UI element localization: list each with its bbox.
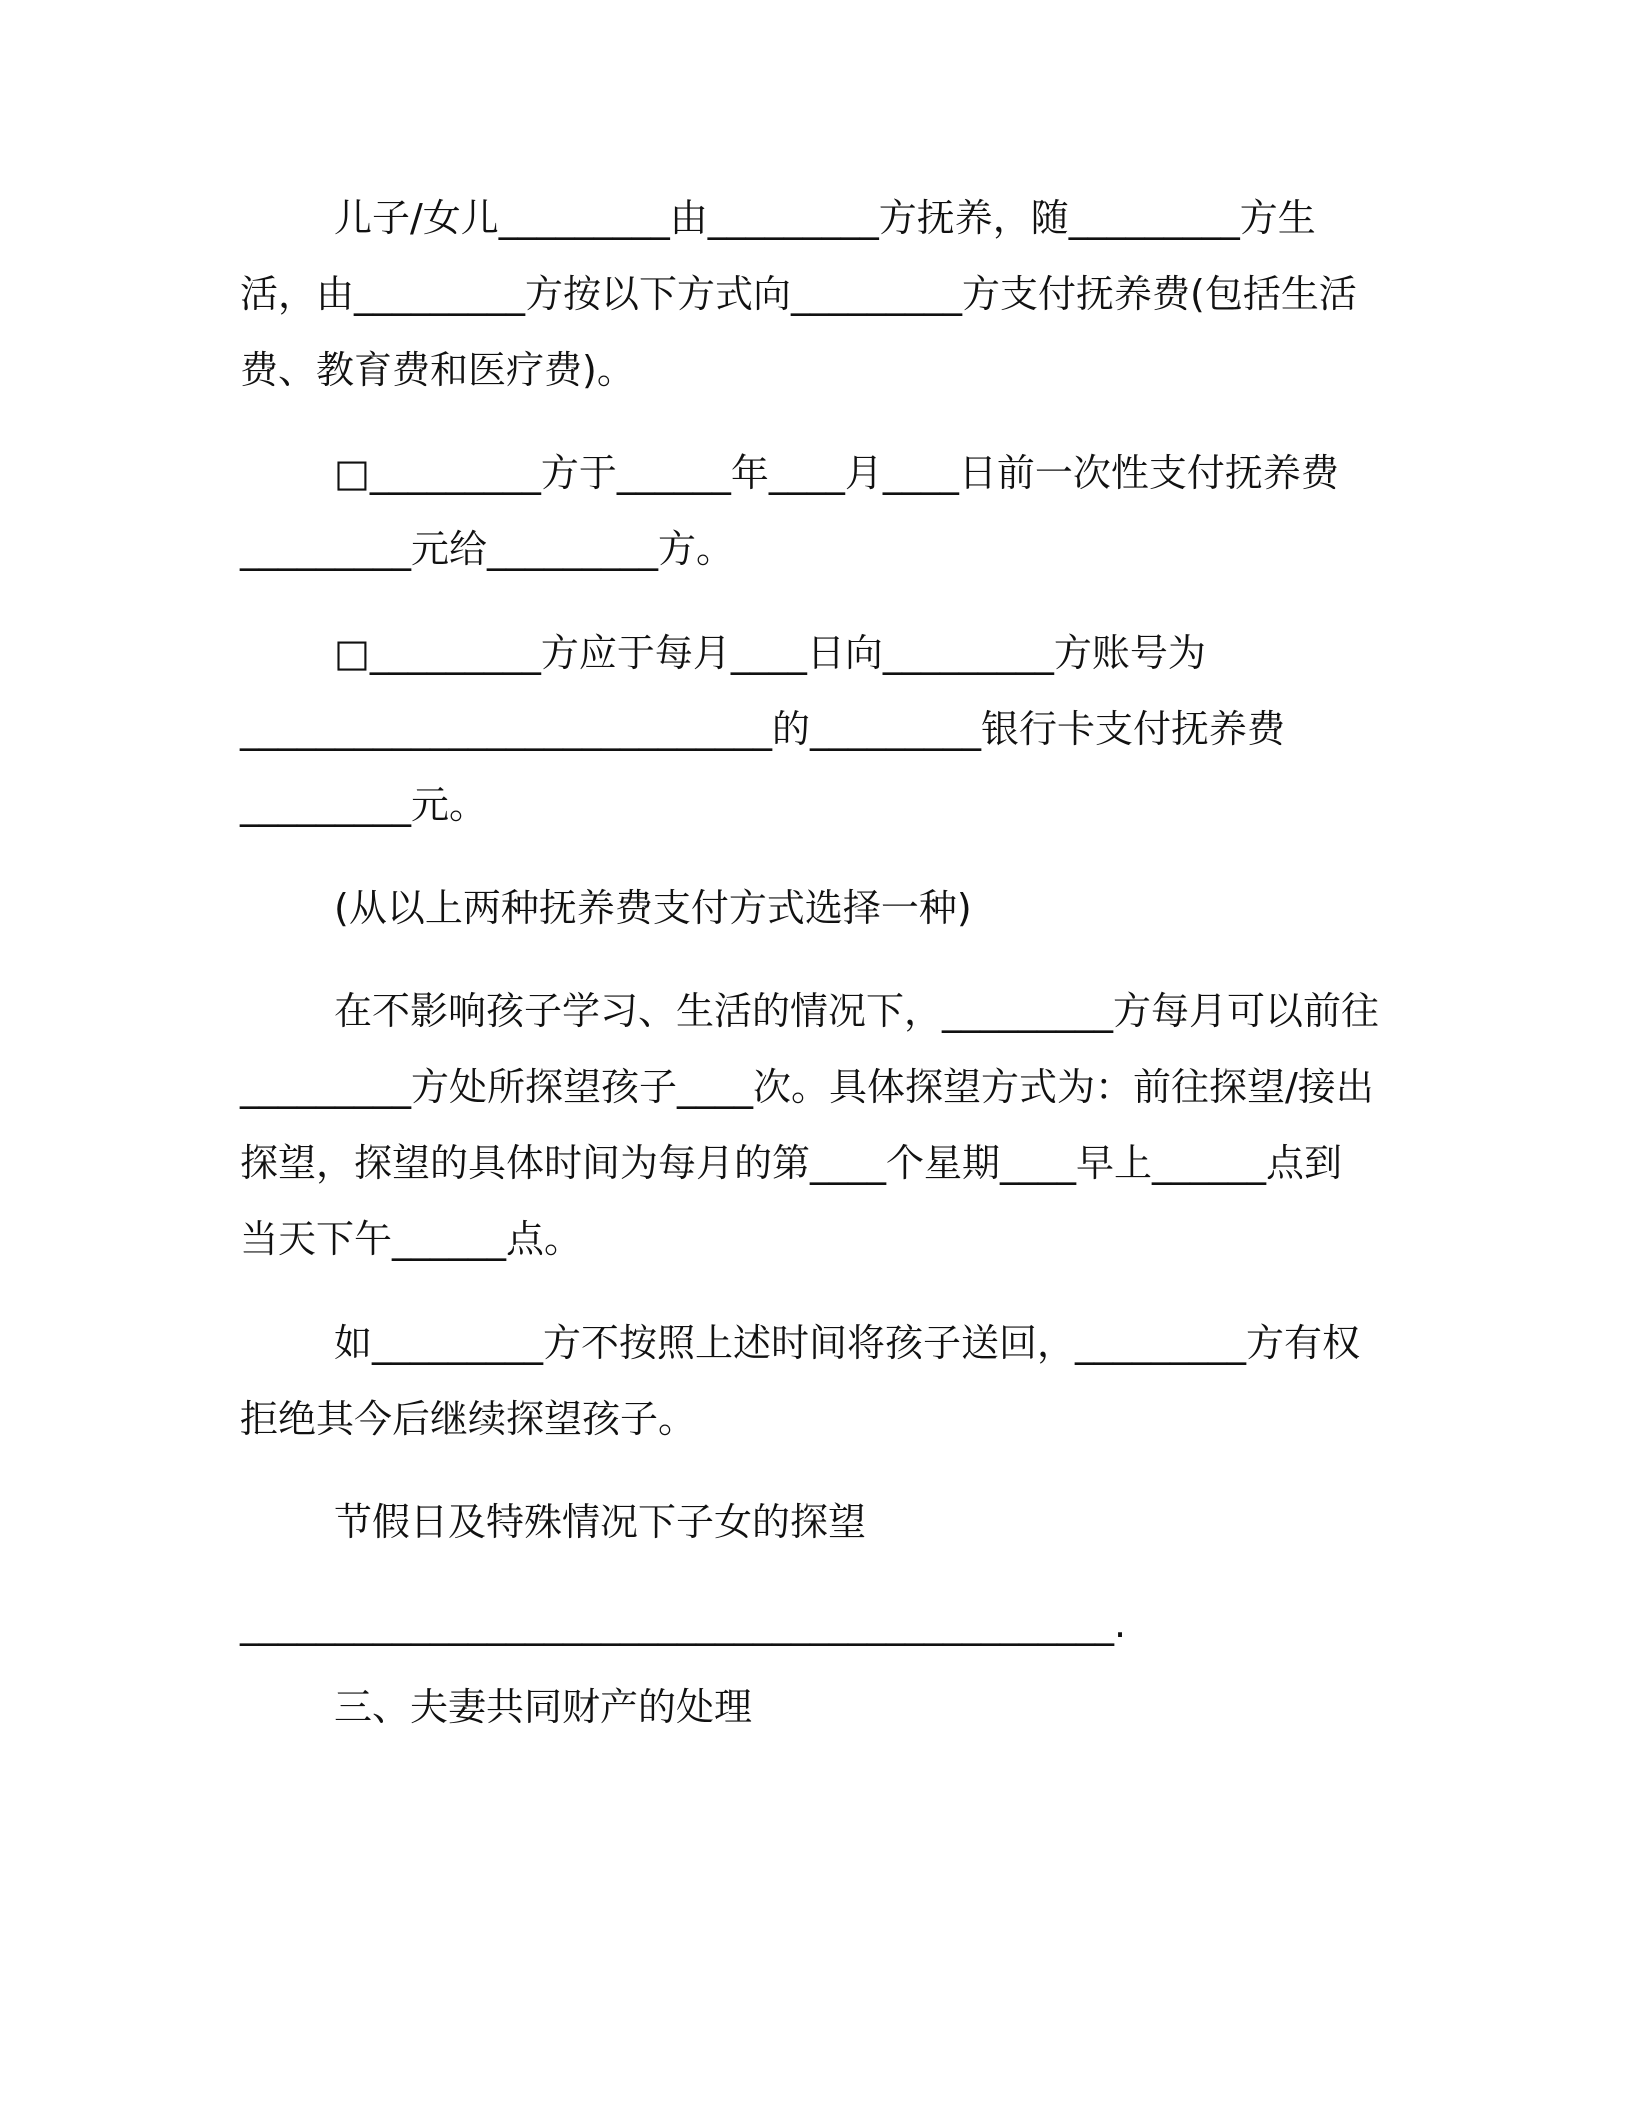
paragraph-monthly-line-3: _________元。 bbox=[240, 783, 488, 827]
paragraph-holiday-blank: ______________________________________________. bbox=[240, 1602, 1127, 1646]
paragraph-lump-sum-line-1: □_________方于______年____月____日前一次性支付抚养费 bbox=[334, 451, 1339, 495]
paragraph-visitation-line-1: 在不影响孩子学习、生活的情况下，_________方每月可以前往 bbox=[334, 989, 1380, 1033]
paragraph-lump-sum-line-2: _________元给_________方。 bbox=[240, 527, 735, 571]
paragraph-visitation-line-2: _________方处所探望孩子____次。具体探望方式为：前往探望/接出 bbox=[240, 1065, 1374, 1109]
paragraph-visitation-line-3: 探望，探望的具体时间为每月的第____个星期____早上______点到 bbox=[240, 1141, 1343, 1185]
paragraph-custody-line-2: 活，由_________方按以下方式向_________方支付抚养费(包括生活 bbox=[240, 272, 1357, 316]
paragraph-visitation-line-4: 当天下午______点。 bbox=[240, 1217, 583, 1261]
paragraph-refusal-line-1: 如_________方不按照上述时间将孩子送回，_________方有权 bbox=[334, 1321, 1361, 1365]
paragraph-refusal-line-2: 拒绝其今后继续探望孩子。 bbox=[240, 1397, 697, 1441]
paragraph-monthly-line-1: □_________方应于每月____日向_________方账号为 bbox=[334, 631, 1206, 675]
paragraph-custody-line-3: 费、教育费和医疗费)。 bbox=[240, 348, 635, 392]
paragraph-monthly-line-2: ____________________________的_________银行卡支付抚养费 bbox=[240, 707, 1286, 751]
paragraph-custody-line-1: 儿子/女儿_________由_________方抚养，随_________方生 bbox=[334, 196, 1316, 240]
paragraph-choice-note: (从以上两种抚养费支付方式选择一种) bbox=[334, 886, 972, 930]
paragraph-holiday-visit: 节假日及特殊情况下子女的探望 bbox=[334, 1500, 867, 1544]
section-heading-joint-property: 三、夫妻共同财产的处理 bbox=[334, 1685, 753, 1729]
